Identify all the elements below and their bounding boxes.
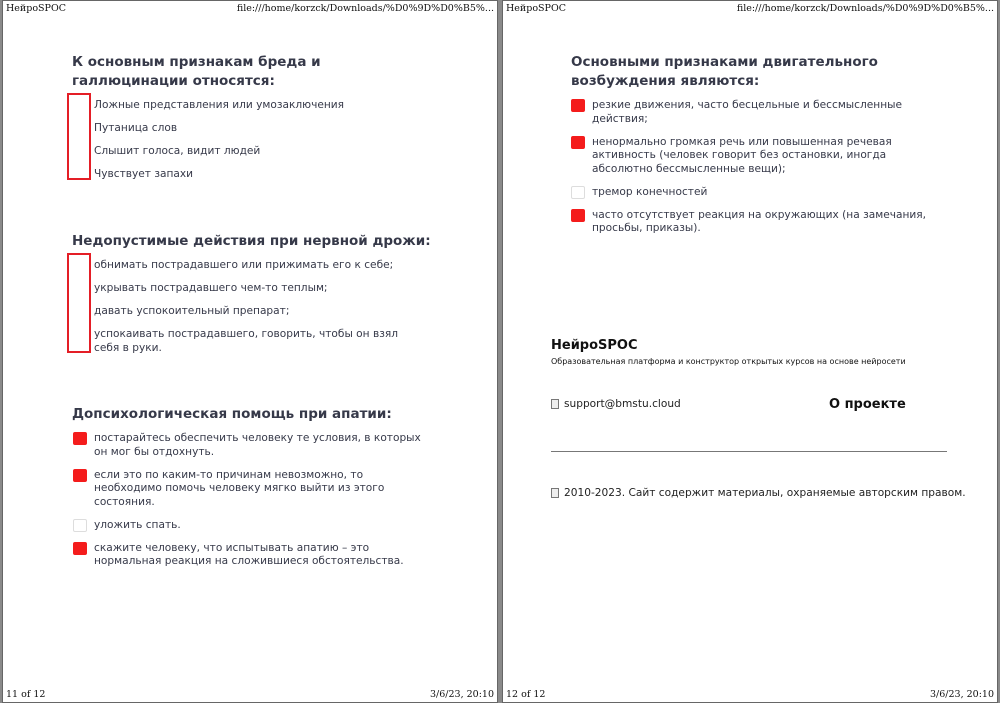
- footer-brand: НейроSPOC: [551, 338, 638, 353]
- section-tremor-donts: [72, 232, 482, 365]
- list-item: Слышит голоса, видит людей: [94, 145, 261, 157]
- support-email-link[interactable]: [551, 398, 681, 412]
- copyright-text: 2010-2023. Сайт содержит материалы, охраняемые авторским правом.: [564, 487, 966, 499]
- checkbox[interactable]: [73, 519, 87, 532]
- item-text: часто отсутствует реакция на окружающих (на замечания, просьбы, приказы).: [592, 208, 927, 234]
- list-item: Ложные представления или умозаключения: [94, 99, 345, 111]
- section-heading: Допсихологическая помощь при апатии:: [72, 406, 392, 422]
- list-item: [94, 469, 426, 510]
- list-item: [592, 209, 942, 236]
- page-number: 11 of 12: [6, 689, 46, 700]
- section-apathy-help: [72, 405, 482, 578]
- header-title: НейроSPOC: [506, 3, 566, 14]
- list-item: [592, 99, 942, 126]
- item-text: если это по каким-то причинам невозможно, то необходимо помочь человеку мягко выйти из этого состояния.: [94, 468, 385, 508]
- item-text: постарайтесь обеспечить человеку те условия, в которых он мог бы отдохнуть.: [94, 432, 421, 458]
- checkbox[interactable]: [571, 209, 585, 222]
- section-delusion-signs: [72, 53, 424, 191]
- list-item: Чувствует запахи: [94, 168, 194, 180]
- item-text: тремор конечностей: [592, 185, 708, 198]
- answer-list: [94, 99, 424, 182]
- header-url: file:///home/korzck/Downloads/%D0%9D%D0%B5%...: [736, 3, 994, 14]
- email-text: support@bmstu.cloud: [564, 398, 681, 410]
- answer-list: [94, 259, 424, 355]
- copyright-icon: [551, 488, 559, 498]
- header-url: file:///home/korzck/Downloads/%D0%9D%D0%B5%...: [236, 3, 494, 14]
- header-title: НейроSPOC: [6, 3, 66, 14]
- about-link[interactable]: О проекте: [829, 397, 906, 412]
- section-heading: Недопустимые действия при нервной дрожи:: [72, 233, 431, 249]
- page-number: 12 of 12: [506, 689, 546, 700]
- item-text: скажите человеку, что испытывать апатию – это нормальная реакция на сложившиеся обстоятельства.: [94, 541, 404, 567]
- copyright: [551, 487, 966, 501]
- list-item: давать успокоительный препарат;: [94, 305, 290, 317]
- list-item: [94, 519, 426, 533]
- item-text: резкие движения, часто бесцельные и бессмысленные действия;: [592, 99, 903, 125]
- answer-drop-zone[interactable]: [67, 253, 91, 353]
- list-item: успокаивать пострадавшего, говорить, чтобы он взял себя в руки.: [94, 328, 398, 354]
- print-page-11: [2, 0, 498, 703]
- checkbox[interactable]: [73, 542, 87, 555]
- footer-divider: [551, 451, 947, 452]
- list-item: укрывать пострадавшего чем-то теплым;: [94, 282, 328, 294]
- print-page-12: [502, 0, 998, 703]
- checkbox[interactable]: [571, 186, 585, 199]
- section-heading: Основными признаками двигательного возбуждения являются:: [571, 54, 878, 89]
- answer-list: [592, 99, 942, 236]
- section-heading: К основным признакам бреда и галлюцинации относятся:: [72, 54, 321, 89]
- mail-icon: [551, 399, 559, 409]
- list-item: обнимать пострадавшего или прижимать его к себе;: [94, 259, 394, 271]
- footer-tagline: Образовательная платформа и конструктор открытых курсов на основе нейросети: [551, 357, 906, 366]
- print-datetime: 3/6/23, 20:10: [930, 689, 994, 700]
- item-text: уложить спать.: [94, 518, 181, 531]
- print-datetime: 3/6/23, 20:10: [430, 689, 494, 700]
- list-item: [592, 136, 942, 177]
- checkbox[interactable]: [571, 136, 585, 149]
- checkbox[interactable]: [571, 99, 585, 112]
- checkbox[interactable]: [73, 432, 87, 445]
- answer-drop-zone[interactable]: [67, 93, 91, 180]
- list-item: [94, 542, 426, 569]
- checkbox[interactable]: [73, 469, 87, 482]
- section-agitation-signs: [571, 53, 942, 245]
- answer-list: [94, 432, 426, 569]
- list-item: Путаница слов: [94, 122, 178, 134]
- list-item: [592, 186, 942, 200]
- item-text: ненормально громкая речь или повышенная речевая активность (человек говорит без остановки, иногда абсолютно бессмысленные вещи);: [592, 135, 892, 175]
- list-item: [94, 432, 426, 459]
